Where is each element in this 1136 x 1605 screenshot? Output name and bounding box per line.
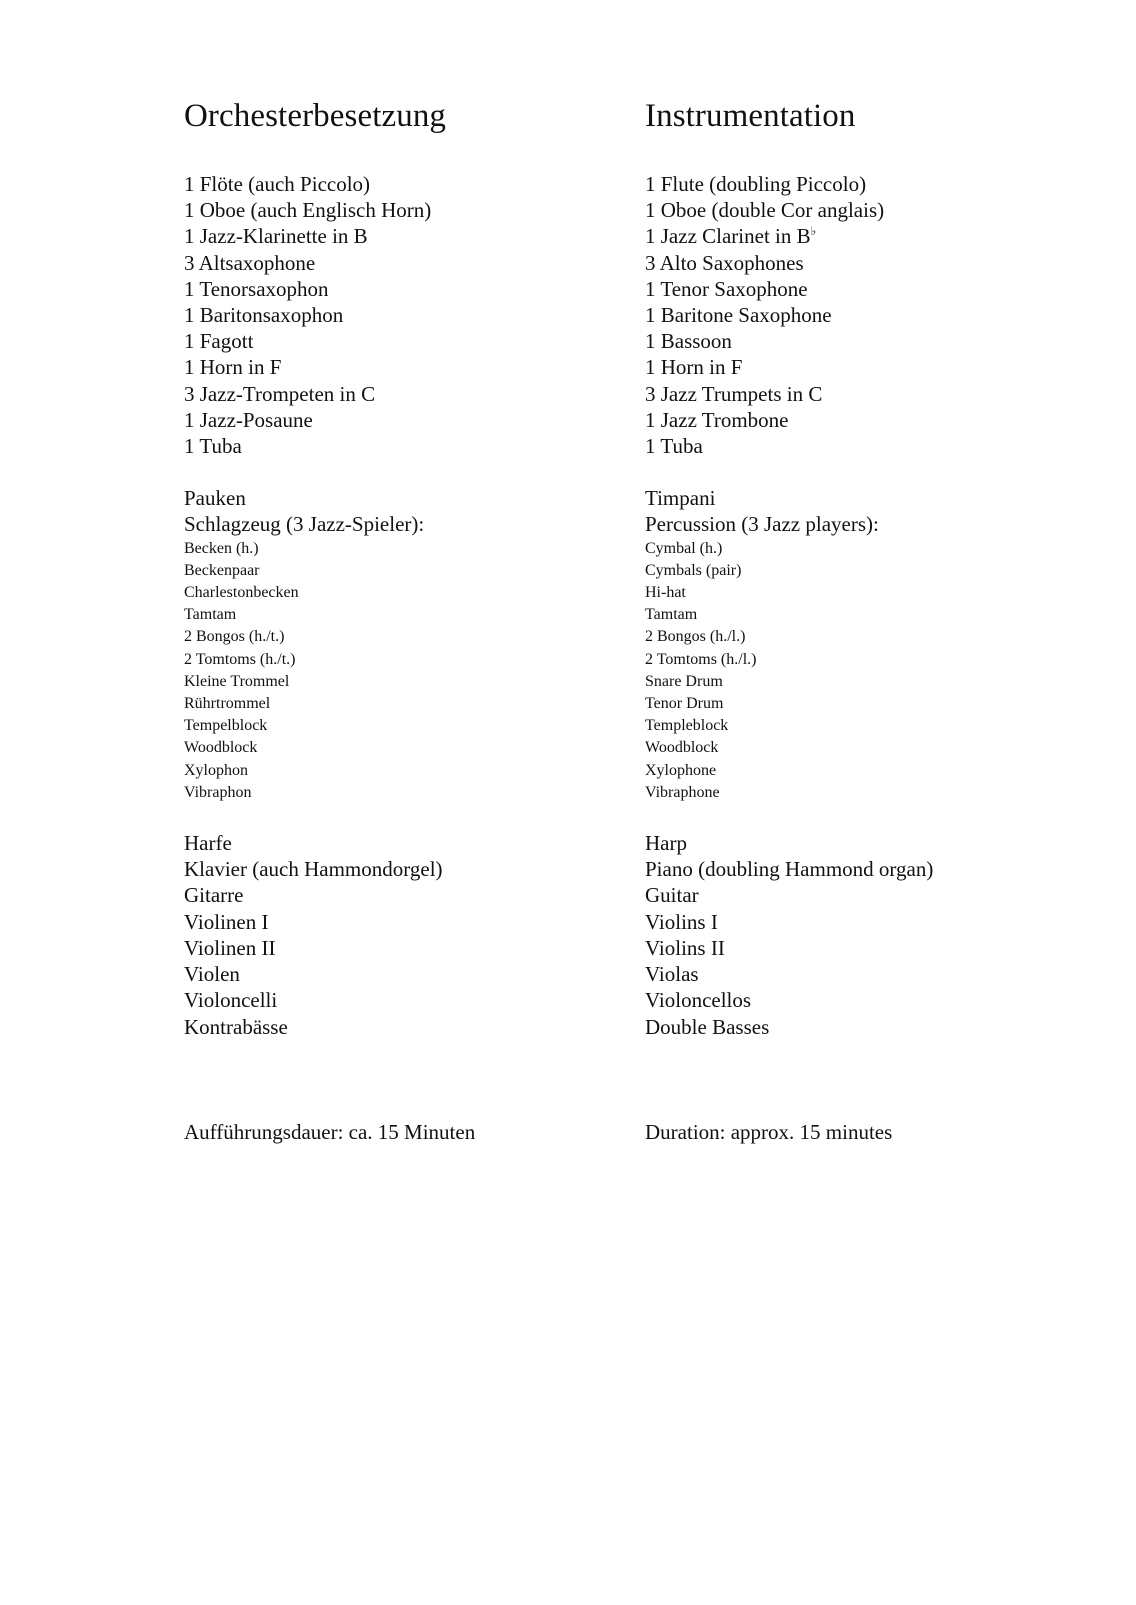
list-item: Rührtrommel (184, 695, 271, 713)
list-item: Charlestonbecken (184, 584, 299, 602)
german-title: Orchesterbesetzung (184, 98, 447, 134)
list-item: 1 Tenor Saxophone (645, 276, 808, 301)
flat-symbol: ♭ (810, 224, 817, 239)
list-item: 1 Tuba (645, 434, 703, 459)
list-item: 1 Flöte (auch Piccolo) (184, 172, 371, 196)
english-percussion-heading: Percussion (3 Jazz players): (645, 512, 879, 537)
list-item: 3 Altsaxophone (184, 250, 316, 275)
list-item: Piano (doubling Hammond organ) (645, 857, 934, 882)
list-item: Violins II (645, 935, 725, 960)
list-item: Snare Drum (645, 672, 723, 690)
list-item: Hi-hat (645, 584, 686, 602)
list-item: 1 Tenorsaxophon (184, 276, 329, 301)
list-item: 1 Baritonsaxophon (184, 303, 344, 328)
clarinet-label: 1 Jazz Clarinet in B (645, 224, 811, 249)
list-item: Kleine Trommel (184, 672, 290, 690)
list-item (645, 223, 933, 249)
english-winds-list (645, 171, 933, 459)
english-title: Instrumentation (645, 98, 856, 134)
list-item: Vibraphone (645, 783, 720, 801)
list-item: Violoncellos (645, 988, 752, 1013)
list-item: 1 Horn in F (184, 355, 282, 380)
list-item: Harp (645, 831, 687, 856)
list-item: 1 Jazz Trombone (645, 407, 789, 432)
list-item: Violinen I (184, 909, 269, 934)
list-item: Violas (645, 962, 699, 987)
list-item: Gitarre (184, 883, 244, 908)
list-item: 2 Bongos (h./t.) (184, 628, 285, 646)
list-item: 1 Bassoon (645, 329, 732, 354)
list-item: Double Basses (645, 1014, 770, 1039)
list-item: 1 Fagott (184, 329, 254, 354)
list-item: Cymbals (pair) (645, 561, 742, 579)
german-duration: Aufführungsdauer: ca. 15 Minuten (184, 1120, 476, 1144)
list-item: Templeblock (645, 717, 729, 735)
list-item: Tenor Drum (645, 695, 724, 713)
list-item: 1 Baritone Saxophone (645, 303, 832, 328)
english-timpani: Timpani (645, 486, 716, 511)
german-column (184, 96, 446, 1040)
list-item: 1 Horn in F (645, 355, 743, 380)
german-percussion-heading: Schlagzeug (3 Jazz-Spieler): (184, 512, 425, 537)
list-item: Violen (184, 962, 240, 987)
list-item: 1 Tuba (184, 434, 242, 459)
list-item: 2 Tomtoms (h./l.) (645, 650, 757, 668)
list-item: 1 Oboe (auch Englisch Horn) (184, 198, 432, 223)
list-item: Woodblock (184, 739, 258, 757)
list-item: Tempelblock (184, 717, 268, 735)
list-item: Harfe (184, 831, 232, 856)
list-item: Violinen II (184, 935, 276, 960)
german-others-list (184, 830, 446, 1040)
list-item: Cymbal (h.) (645, 539, 723, 557)
list-item: 2 Tomtoms (h./t.) (184, 650, 296, 668)
german-winds-list (184, 171, 446, 459)
german-percussion-list (184, 538, 446, 804)
list-item: 1 Oboe (double Cor anglais) (645, 198, 885, 223)
list-item: Violoncelli (184, 988, 278, 1013)
english-column (645, 96, 933, 1040)
list-item: Xylophone (645, 761, 717, 779)
list-item: Becken (h.) (184, 539, 259, 557)
list-item: Tamtam (645, 606, 698, 624)
list-item: 3 Alto Saxophones (645, 250, 804, 275)
list-item: Klavier (auch Hammondorgel) (184, 857, 443, 882)
list-item: Woodblock (645, 739, 719, 757)
list-item: Guitar (645, 883, 699, 908)
english-percussion-list (645, 538, 933, 804)
list-item: 1 Flute (doubling Piccolo) (645, 172, 867, 196)
list-item: Xylophon (184, 761, 248, 779)
english-others-list (645, 830, 933, 1040)
list-item: 1 Jazz-Klarinette in B (184, 224, 368, 249)
list-item: Kontrabässe (184, 1014, 288, 1039)
list-item: 3 Jazz Trumpets in C (645, 381, 823, 406)
list-item: Beckenpaar (184, 561, 260, 579)
list-item: 1 Jazz-Posaune (184, 407, 313, 432)
list-item: 2 Bongos (h./l.) (645, 628, 746, 646)
list-item: Violins I (645, 909, 718, 934)
english-duration: Duration: approx. 15 minutes (645, 1120, 893, 1144)
list-item: Vibraphon (184, 783, 252, 801)
german-timpani: Pauken (184, 486, 246, 511)
list-item: Tamtam (184, 606, 237, 624)
list-item: 3 Jazz-Trompeten in C (184, 381, 376, 406)
